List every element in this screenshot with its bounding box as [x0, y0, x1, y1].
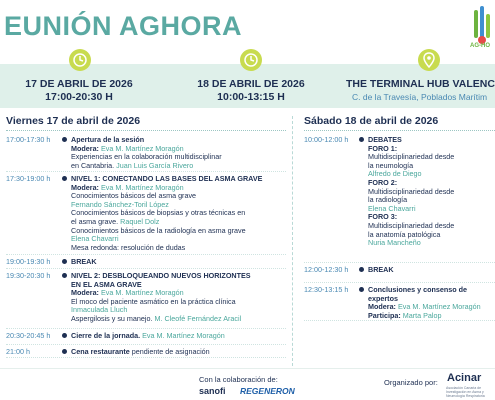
bullet-dot: [62, 273, 67, 278]
aghora-logo: [466, 2, 495, 64]
schedule-line: Experiencias en la colaboración multidisciplinar: [71, 152, 222, 162]
schedule-line: Multidisciplinariedad desde: [368, 221, 455, 230]
column-divider: [292, 116, 293, 366]
time-slot: 19:30-20:30 h: [6, 271, 51, 280]
clock-icon: [69, 49, 91, 71]
acinar-logo-subtitle: Asociación Canaria de Investigación en Asma y Neumología Respiratoria: [446, 386, 485, 398]
time-slot: 17:30-19:00 h: [6, 174, 51, 183]
schedule-line: BREAK: [71, 257, 97, 266]
schedule-line: Modera: Eva M. Martínez Moragón: [368, 302, 481, 312]
schedule-line: Apertura de la sesión: [71, 135, 145, 144]
venue-info: [346, 78, 495, 104]
row-separator: [6, 328, 286, 329]
schedule-line: Conocimientos básicos del asma grave: [71, 191, 197, 201]
bullet-dot: [359, 267, 364, 272]
time-slot: 20:30-20:45 h: [6, 331, 51, 340]
event-title: EUNIÓN AGHORA: [4, 11, 243, 41]
acinar-logo: Acinar: [447, 372, 482, 384]
time-slot: 10:00-12:00 h: [304, 135, 349, 144]
date-line: 18 DE ABRIL DE 2026: [197, 78, 305, 90]
divider: [6, 130, 286, 131]
time-line: 10:00-13:15 H: [217, 91, 285, 103]
schedule-line: Nuria Mancheño: [368, 238, 421, 248]
schedule-line: la anatomía patológica: [368, 229, 441, 239]
schedule-line: Alfredo de Diego: [368, 169, 422, 179]
row-separator: [6, 344, 286, 345]
schedule-line: EN EL ASMA GRAVE: [71, 279, 142, 289]
date-info-friday: [14, 78, 144, 104]
schedule-line: Fernando Sánchez-Toril López: [71, 199, 169, 209]
collaboration-label: Con la colaboración de:: [199, 375, 278, 384]
schedule-line: Modera: Eva M. Martínez Moragón: [71, 143, 184, 153]
schedule-line: BREAK: [368, 265, 394, 274]
schedule-line: Conocimientos básicos de la radiología en asma grave: [71, 225, 246, 235]
time-slot: 17:00-17:30 h: [6, 135, 51, 144]
schedule-line: Modera: Eva M. Martínez Moragón: [71, 182, 184, 192]
venue-name: THE TERMINAL HUB VALENC: [346, 78, 495, 90]
schedule-line: Conclusiones y consenso de: [368, 285, 468, 294]
bullet-dot: [359, 287, 364, 292]
schedule-line: Mesa redonda: resolución de dudas: [71, 242, 186, 252]
schedule-line: El moco del paciente asmático en la práctica clínica: [71, 296, 236, 306]
row-separator: [6, 254, 286, 255]
date-line: 17 DE ABRIL DE 2026: [25, 78, 133, 90]
time-slot: 21:00 h: [6, 347, 30, 356]
bullet-dot: [62, 333, 67, 338]
schedule-line: Conocimientos básicos de biopsias y otras técnicas en: [71, 208, 246, 218]
schedule-line: NIVEL 2: DESBLOQUEANDO NUEVOS HORIZONTES: [71, 271, 251, 280]
schedule-line: Elena Chavarri: [368, 203, 416, 213]
schedule-line: en Cantabria. Juan Luis García Rivero: [71, 160, 194, 170]
bullet-dot: [62, 176, 67, 181]
time-slot: 19:00-19:30 h: [6, 257, 51, 266]
schedule-line: NIVEL 1: CONECTANDO LAS BASES DEL ASMA GRAVE: [71, 174, 263, 183]
schedule-line: Cena restaurante pendiente de asignación: [71, 347, 210, 356]
day-title-friday: Viernes 17 de abril de 2026: [6, 115, 141, 127]
schedule-line: Modera: Eva M. Martínez Moragón: [71, 288, 184, 298]
divider: [304, 130, 495, 131]
schedule-line: expertos: [368, 293, 398, 303]
row-separator: [304, 282, 495, 283]
time-line: 17:00-20:30 H: [45, 91, 113, 103]
footer-divider: [0, 368, 495, 369]
schedule-line: Multidisciplinariedad desde: [368, 186, 455, 196]
time-slot: 12:30-13:15 h: [304, 285, 349, 294]
row-separator: [6, 268, 286, 269]
location-pin-icon: [418, 49, 440, 71]
day-title-saturday: Sábado 18 de abril de 2026: [304, 115, 439, 127]
schedule-line: DEBATES: [368, 135, 402, 144]
sanofi-logo: sanofi: [199, 386, 226, 396]
schedule-line: la radiología: [368, 195, 408, 205]
schedule-line: Inmaculada Lluch: [71, 305, 128, 315]
clock-icon: [240, 49, 262, 71]
schedule-line: Elena Chavarri: [71, 234, 119, 244]
bullet-dot: [62, 349, 67, 354]
schedule-line: FORO 2:: [368, 178, 398, 187]
row-separator: [304, 320, 495, 321]
schedule-line: Aspergilosis y su manejo. M. Cleofé Fernández Aracil: [71, 314, 242, 323]
schedule-line: FORO 1:: [368, 143, 398, 153]
logo-text: AG-HO: [470, 43, 490, 49]
regeneron-logo: REGENERON: [240, 386, 295, 396]
schedule-line: Cierre de la jornada. Eva M. Martínez Moragón: [71, 331, 225, 340]
schedule-line: Multidisciplinariedad desde: [368, 152, 455, 162]
bullet-dot: [359, 137, 364, 142]
schedule-line: el asma grave. Raquel Dolz: [71, 217, 160, 226]
row-separator: [6, 357, 286, 358]
row-separator: [6, 171, 286, 172]
bullet-dot: [62, 259, 67, 264]
date-info-saturday: [186, 78, 316, 104]
schedule-line: Participa: Marta Palop: [368, 310, 442, 320]
venue-address: C. de la Travesía, Poblados Marítim: [352, 92, 488, 102]
time-slot: 12:00-12:30 h: [304, 265, 349, 274]
schedule-line: la neumología: [368, 160, 414, 170]
bullet-dot: [62, 137, 67, 142]
row-separator: [304, 262, 495, 263]
schedule-line: FORO 3:: [368, 212, 398, 222]
organized-by-label: Organizado por:: [384, 378, 438, 387]
